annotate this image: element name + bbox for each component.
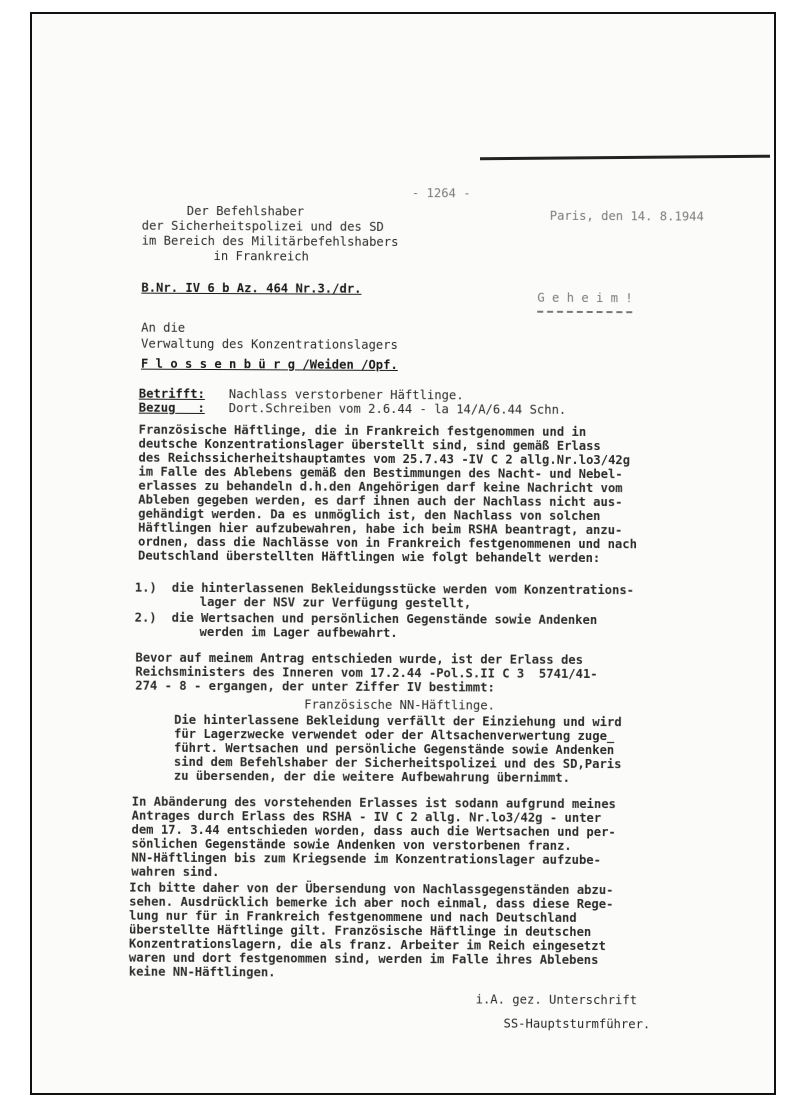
classification-stamp: G e h e i m ! xyxy=(537,291,633,313)
text-line: gehändigt werden. Da es unmöglich ist, den Nachlass von solchen xyxy=(138,506,601,524)
text-line: 274 - 8 - ergangen, der unter Ziffer IV bestimmt: xyxy=(135,678,495,695)
reference-number: B.Nr. IV 6 b Az. 464 Nr.3./dr. xyxy=(141,280,362,296)
text-line: keine NN-Häftlingen. xyxy=(128,964,276,980)
list-item: lager der NSV zur Verfügung gestellt, xyxy=(199,594,472,611)
list-number: 1.) xyxy=(134,580,157,595)
recipient-line-3: F l o s s e n b ü r g /Weiden /Opf. xyxy=(140,356,398,372)
text-line: sehen. Ausdrücklich bemerke ich aber noch einmal, dass diese Rege- xyxy=(129,894,614,912)
recipient-line-2: Verwaltung des Konzentrationslagers xyxy=(141,336,398,352)
signature-line-2: SS-Hauptsturmführer. xyxy=(503,1016,651,1032)
text-line: führt. Wertsachen und persönliche Gegenstände sowie Andenken xyxy=(173,740,615,758)
text-line: Häftlingen hier aufzubewahren, habe ich beim RSHA beantragt, anzu- xyxy=(138,520,623,538)
text-line: sönlichen Gegenstände sowie Andenken von verstorbenen franz. xyxy=(131,836,572,853)
text-line: sind dem Befehlshaber der Sicherheitspolizei und des SD,Paris xyxy=(173,754,622,772)
signature-line-1: i.A. gez. Unterschrift xyxy=(475,992,638,1008)
text-line: Deutschland überstellten Häftlingen wie folgt behandelt werden: xyxy=(137,548,601,566)
sender-line-4: in Frankreich xyxy=(213,249,309,264)
text-line: im Falle des Ablebens gemäß den Bestimmungen des Nacht- und Nebel- xyxy=(138,464,623,482)
sender-line-3: im Bereich des Militärbefehlshabers xyxy=(141,233,399,249)
text-line: lung nur für in Frankreich festgenommene und nach Deutschland xyxy=(129,908,577,925)
text-line: wahren sind. xyxy=(131,864,220,880)
reference-label: Bezug : xyxy=(138,400,205,415)
text-line: Ich bitte daher von der Übersendung von Nachlassgegenständen abzu- xyxy=(129,880,614,898)
list-item: werden im Lager aufbewahrt. xyxy=(199,624,398,640)
reference-text: Dort.Schreiben vom 2.6.44 - la 14/A/6.44 Schn. xyxy=(228,401,567,417)
text-line: dem 17. 3.44 entschieden worden, dass auch die Wertsachen und per- xyxy=(131,822,616,840)
place-date: Paris, den 14. 8.1944 xyxy=(549,208,704,224)
text-line: Konzentrationslagern, die als franz. Arbeiter im Reich eingesetzt xyxy=(128,936,606,954)
subject-label: Betrifft: xyxy=(138,386,205,401)
text-line: Bevor auf meinem Antrag entschieden wurde, ist der Erlass des xyxy=(135,650,584,667)
list-item: die Wertsachen und persönlichen Gegenstände sowie Andenken xyxy=(171,610,598,628)
quote-heading: Französische NN-Häftlinge. xyxy=(304,697,496,713)
text-line: Französische Häftlinge, die in Frankreich festgenommen und in xyxy=(138,422,587,439)
text-line: In Abänderung des vorstehenden Erlasses ist sodann aufgrund meines xyxy=(131,794,616,812)
text-line: überstellte Häftlinge gilt. Französische Häftlinge in deutschen xyxy=(128,922,592,940)
text-line: des Reichssicherheitshauptamtes vom 25.7.43 -IV C 2 allg.Nr.lo3/42g xyxy=(138,450,631,468)
text-line: für Lagerzwecke verwendet oder der Altsachenverwertung zuge_ xyxy=(173,726,615,744)
page-number: - 1264 - xyxy=(411,186,471,201)
text-line: zu übersenden, der die weitere Aufbewahrung übernimmt. xyxy=(173,768,571,785)
list-item: die hinterlassenen Bekleidungsstücke werden vom Konzentrations- xyxy=(171,580,635,598)
text-line: Die hinterlassene Bekleidung verfällt der Einziehung und wird xyxy=(174,712,622,730)
text-line: erlasses zu behandeln d.h.den Angehörigen darf keine Nachricht vom xyxy=(138,478,623,496)
text-line: ordnen, dass die Nachlässe von in Frankreich festgenommenen und nach xyxy=(138,534,638,552)
text-line: NN-Häftlingen bis zum Kriegsende im Konzentrationslager aufzube- xyxy=(131,850,602,868)
list-number: 2.) xyxy=(134,610,157,625)
recipient-line-1: An die xyxy=(141,320,186,335)
subject-text: Nachlass verstorbener Häftlinge. xyxy=(228,387,464,403)
sender-line-2: der Sicherheitspolizei und des SD xyxy=(141,218,384,234)
sender-line-1: Der Befehlshaber xyxy=(186,203,305,219)
text-line: Reichsministers des Inneren vom 17.2.44 -Pol.S.II C 3 5741/41- xyxy=(135,664,598,682)
text-line: Ableben gegeben werden, es darf ihnen auch der Nachlass nicht aus- xyxy=(138,492,623,510)
text-line: deutsche Konzentrationslager überstellt sind, sind gemäß Erlass xyxy=(138,436,601,454)
text-line: waren und dort festgenommen sind, werden im Falle ihres Ablebens xyxy=(128,950,599,968)
text-line: Antrages durch Erlass des RSHA - IV C 2 allg. Nr.lo3/42g - unter xyxy=(131,808,602,826)
